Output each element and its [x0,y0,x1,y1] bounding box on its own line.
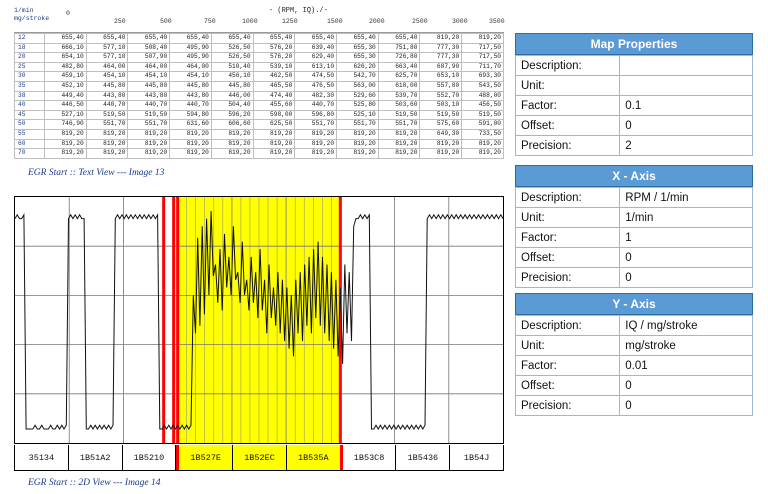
caption-text-view: EGR Start :: Text View --- Image 13 [28,168,165,178]
property-value[interactable]: 0 [620,268,753,288]
property-row [516,356,753,376]
table-cell[interactable]: 454,10 [170,72,212,82]
property-value[interactable]: 1/min [620,208,753,228]
table-cell[interactable]: 819,20 [45,149,87,159]
table-cell[interactable]: 819,20 [295,129,337,139]
table-cell[interactable]: 495,90 [170,43,212,53]
panel-x-title: X - Axis [515,165,753,187]
table-row-header: 38 [15,91,45,101]
table-cell[interactable]: 819,20 [211,149,253,159]
table-row-header: 60 [15,139,45,149]
panel-y-axis [515,293,753,416]
table-cell[interactable]: 557,80 [420,81,462,91]
table-x-tick: 3500 [489,18,505,25]
table-row [15,129,504,139]
table-cell[interactable]: 519,50 [420,110,462,120]
table-cell[interactable]: 655,40 [86,34,128,44]
table-cell[interactable]: 464,00 [128,62,170,72]
panel-map-title: Map Properties [515,33,753,55]
table-cell[interactable]: 519,50 [128,110,170,120]
property-row [516,316,753,336]
property-key: Unit: [516,76,620,96]
property-key: Precision: [516,396,620,416]
table-cell[interactable]: 819,20 [337,149,379,159]
table-row-header: 25 [15,62,45,72]
table-cell[interactable]: 819,20 [253,139,295,149]
table-cell[interactable]: 552,70 [420,91,462,101]
table-cell[interactable]: 819,20 [420,139,462,149]
chart-x-label[interactable]: 35134 [15,445,69,470]
table-cell[interactable]: 577,10 [86,53,128,63]
property-value[interactable]: 0 [620,376,753,396]
table-row-header: 40 [15,101,45,111]
table-cell[interactable]: 819,20 [295,149,337,159]
table-cell[interactable]: 693,30 [462,72,504,82]
table-row [15,139,504,149]
property-row [516,228,753,248]
table-cell[interactable]: 464,00 [86,62,128,72]
property-key: Offset: [516,376,620,396]
table-cell[interactable]: 655,40 [253,34,295,44]
property-value[interactable]: IQ / mg/stroke [620,316,753,336]
table-cell[interactable]: 819,20 [211,129,253,139]
corner-label-x: 1/min [14,7,34,14]
table-cell[interactable]: 459,10 [45,72,87,82]
table-cell[interactable]: 596,20 [211,110,253,120]
table-cell[interactable]: 465,50 [253,81,295,91]
property-row [516,268,753,288]
chart-svg [15,197,503,443]
table-row-header: 55 [15,129,45,139]
table-cell[interactable]: 508,40 [128,43,170,53]
table-cell[interactable]: 819,20 [45,129,87,139]
chart-x-label[interactable]: 1B51A2 [69,445,123,470]
table-cell[interactable]: 503,60 [378,101,420,111]
table-row-header: 30 [15,72,45,82]
table-row [15,62,504,72]
table-cell[interactable]: 649,30 [420,129,462,139]
table-cell[interactable]: 455,60 [253,101,295,111]
table-cell[interactable]: 527,10 [45,110,87,120]
table-row [15,120,504,130]
property-row [516,396,753,416]
table-row [15,72,504,82]
table-cell[interactable]: 613,10 [295,62,337,72]
table-cell[interactable]: 445,80 [128,81,170,91]
map-value-table[interactable] [14,33,504,159]
table-cell[interactable]: 819,20 [378,139,420,149]
table-grid [14,32,504,156]
table-cell[interactable]: 618,00 [378,81,420,91]
property-row [516,116,753,136]
table-cell[interactable]: 526,50 [211,43,253,53]
table-cell[interactable]: 488,00 [462,91,504,101]
table-axis-title: - (RPM, IQ)./- [269,7,328,15]
table-cell[interactable]: 519,50 [462,110,504,120]
table-row-header: 12 [15,34,45,44]
property-row [516,76,753,96]
chart-x-label[interactable]: 1B5210 [123,445,177,470]
table-x-ticks [14,10,504,32]
panel-x-axis [515,165,753,288]
table-cell[interactable]: 519,50 [86,110,128,120]
property-key: Offset: [516,248,620,268]
table-row-header: 70 [15,149,45,159]
property-value[interactable]: 0.01 [620,356,753,376]
table-cell[interactable]: 443,80 [170,91,212,101]
table-cell[interactable]: 819,20 [86,129,128,139]
panel-y-table[interactable] [515,315,753,416]
table-cell[interactable]: 551,70 [337,120,379,130]
table-cell[interactable]: 631,60 [170,120,212,130]
property-key: Description: [516,56,620,76]
table-cell[interactable]: 819,20 [128,149,170,159]
property-key: Precision: [516,268,620,288]
table-cell[interactable]: 819,20 [295,139,337,149]
table-cell[interactable]: 446,00 [211,91,253,101]
table-cell[interactable]: 525,80 [337,101,379,111]
table-cell[interactable]: 575,60 [420,120,462,130]
table-x-tick: 500 [160,18,172,25]
table-cell[interactable]: 746,90 [45,120,87,130]
table-cell[interactable]: 519,50 [378,110,420,120]
table-cell[interactable]: 551,70 [378,120,420,130]
panel-map-table[interactable] [515,55,753,156]
table-cell[interactable]: 454,10 [86,72,128,82]
table-cell[interactable]: 551,70 [86,120,128,130]
table-x-tick: 0 [66,10,70,17]
property-key: Factor: [516,356,620,376]
panel-y-title: Y - Axis [515,293,753,315]
table-cell[interactable]: 663,40 [378,62,420,72]
table-row [15,149,504,159]
table-cell[interactable]: 819,20 [420,149,462,159]
table-cell[interactable]: 654,10 [45,53,87,63]
table-x-tick: 1250 [282,18,298,25]
table-cell[interactable]: 606,60 [211,120,253,130]
table-cell[interactable]: 474,40 [253,91,295,101]
table-cell[interactable]: 687,90 [420,62,462,72]
property-value[interactable]: 0 [620,248,753,268]
table-cell[interactable]: 576,20 [253,43,295,53]
table-cell[interactable]: 819,20 [462,139,504,149]
chart-x-label[interactable]: 1B53C8 [343,445,397,470]
table-cell[interactable]: 526,50 [211,53,253,63]
table-cell[interactable]: 449,40 [45,91,87,101]
table-cell[interactable]: 711,70 [462,62,504,72]
table-cell[interactable]: 819,20 [128,129,170,139]
property-row [516,336,753,356]
property-key: Precision: [516,136,620,156]
property-value[interactable]: RPM / 1/min [620,188,753,208]
table-cell[interactable]: 819,20 [253,149,295,159]
property-value[interactable]: 0 [620,396,753,416]
chart-x-label[interactable]: 1B527E [176,445,233,470]
table-cell[interactable]: 495,90 [170,53,212,63]
table-cell[interactable]: 576,20 [253,53,295,63]
table-cell[interactable]: 819,20 [170,129,212,139]
table-cell[interactable]: 476,50 [295,81,337,91]
table-cell[interactable]: 445,80 [211,81,253,91]
property-value[interactable]: mg/stroke [620,336,753,356]
panel-x-table[interactable] [515,187,753,288]
table-cell[interactable]: 542,70 [337,72,379,82]
table-cell[interactable]: 456,10 [211,72,253,82]
property-key: Unit: [516,208,620,228]
table-row-header: 20 [15,53,45,63]
property-value[interactable]: 2 [620,136,753,156]
table-cell[interactable]: 474,50 [295,72,337,82]
table-cell[interactable]: 819,20 [170,149,212,159]
table-cell[interactable]: 440,70 [86,101,128,111]
table-cell[interactable]: 751,80 [378,43,420,53]
table-cell[interactable]: 443,80 [86,91,128,101]
chart-plot-area[interactable] [14,196,504,444]
table-row-header: 50 [15,120,45,130]
chart-x-label[interactable]: 1B535A [287,445,343,470]
table-x-tick: 2000 [369,18,385,25]
map-2d-view [14,196,504,474]
table-cell[interactable]: 777,30 [420,43,462,53]
table-cell[interactable]: 462,50 [253,72,295,82]
property-row [516,56,753,76]
table-cell[interactable]: 551,70 [295,120,337,130]
property-row [516,188,753,208]
table-cell[interactable]: 639,40 [295,43,337,53]
table-cell[interactable]: 819,20 [378,149,420,159]
table-cell[interactable]: 482,30 [295,91,337,101]
table-row [15,110,504,120]
table-cell[interactable]: 594,80 [170,110,212,120]
table-row-header: 18 [15,43,45,53]
table-cell[interactable]: 625,70 [378,72,420,82]
table-cell[interactable]: 440,70 [170,101,212,111]
table-cell[interactable]: 819,20 [253,129,295,139]
table-x-tick: 750 [204,18,216,25]
table-cell[interactable]: 577,10 [86,43,128,53]
table-cell[interactable]: 445,80 [86,81,128,91]
table-cell[interactable]: 591,00 [462,120,504,130]
table-cell[interactable]: 819,20 [170,139,212,149]
table-row [15,53,504,63]
table-x-tick: 1000 [242,18,258,25]
table-cell[interactable]: 598,00 [253,110,295,120]
table-cell[interactable]: 454,10 [128,72,170,82]
table-cell[interactable]: 717,50 [462,53,504,63]
table-cell[interactable]: 539,10 [253,62,295,72]
property-value[interactable]: 0.1 [620,96,753,116]
table-cell[interactable]: 666,10 [45,43,87,53]
table-x-tick: 250 [114,18,126,25]
table-cell[interactable]: 819,20 [211,139,253,149]
table-cell[interactable]: 443,80 [128,91,170,101]
table-cell[interactable]: 503,10 [420,101,462,111]
table-cell[interactable]: 510,40 [211,62,253,72]
table-cell[interactable]: 777,30 [420,53,462,63]
table-cell[interactable]: 456,50 [462,101,504,111]
table-cell[interactable]: 563,00 [337,81,379,91]
table-cell[interactable]: 539,70 [378,91,420,101]
table-cell[interactable]: 626,20 [337,62,379,72]
table-row [15,81,504,91]
table-cell[interactable]: 819,20 [462,149,504,159]
property-value[interactable] [620,56,753,76]
chart-x-label[interactable]: 1B5436 [396,445,450,470]
table-cell[interactable]: 596,80 [295,110,337,120]
table-cell[interactable]: 655,40 [295,34,337,44]
table-cell[interactable]: 819,20 [462,34,504,44]
property-key: Description: [516,188,620,208]
table-row [15,34,504,44]
table-cell[interactable]: 655,40 [45,34,87,44]
panel-map-properties [515,33,753,156]
table-x-tick: 1500 [327,18,343,25]
table-cell[interactable]: 525,10 [337,110,379,120]
table-cell[interactable]: 452,10 [45,81,87,91]
table-cell[interactable]: 529,60 [337,91,379,101]
property-key: Factor: [516,96,620,116]
table-cell[interactable]: 440,70 [295,101,337,111]
table-cell[interactable]: 655,40 [378,34,420,44]
table-cell[interactable]: 819,20 [337,129,379,139]
property-value[interactable]: 0 [620,116,753,136]
table-row [15,91,504,101]
table-cell[interactable]: 655,40 [337,34,379,44]
chart-x-axis-labels [14,445,504,471]
table-cell[interactable]: 819,20 [378,129,420,139]
table-cell[interactable]: 819,20 [420,34,462,44]
table-cell[interactable]: 543,50 [462,81,504,91]
table-x-tick: 2500 [412,18,428,25]
property-key: Factor: [516,228,620,248]
table-cell[interactable]: 717,50 [462,43,504,53]
table-cell[interactable]: 726,80 [378,53,420,63]
corner-label-y: mg/stroke [14,15,50,22]
table-x-tick: 3000 [452,18,468,25]
table-cell[interactable]: 819,20 [128,139,170,149]
table-cell[interactable]: 655,40 [128,34,170,44]
table-cell[interactable]: 629,40 [295,53,337,63]
table-cell[interactable]: 504,40 [211,101,253,111]
table-cell[interactable]: 445,80 [170,81,212,91]
chart-x-label[interactable]: 1B54J [463,452,490,463]
table-cell[interactable]: 440,70 [128,101,170,111]
table-cell[interactable]: 819,20 [337,139,379,149]
table-cell[interactable]: 655,40 [211,34,253,44]
property-row [516,208,753,228]
table-cell[interactable]: 733,50 [462,129,504,139]
table-cell[interactable]: 655,30 [337,43,379,53]
table-cell[interactable]: 482,80 [45,62,87,72]
map-text-view [14,6,504,158]
property-row [516,248,753,268]
table-cell[interactable]: 551,70 [128,120,170,130]
property-key: Unit: [516,336,620,356]
property-value[interactable]: 1 [620,228,753,248]
property-key: Description: [516,316,620,336]
table-cell[interactable]: 446,50 [45,101,87,111]
table-row [15,101,504,111]
table-cell[interactable]: 507,90 [128,53,170,63]
chart-x-label[interactable]: 1B52EC [233,445,287,470]
table-cell[interactable]: 625,50 [253,120,295,130]
table-cell[interactable]: 464,00 [170,62,212,72]
property-row [516,96,753,116]
table-cell[interactable]: 653,10 [420,72,462,82]
property-key: Offset: [516,116,620,136]
property-row [516,136,753,156]
table-cell[interactable]: 819,20 [86,139,128,149]
table-cell[interactable]: 655,30 [337,53,379,63]
caption-2d-view: EGR Start :: 2D View --- Image 14 [28,478,161,488]
table-cell[interactable]: 819,20 [45,139,87,149]
table-row [15,43,504,53]
property-row [516,376,753,396]
property-value[interactable] [620,76,753,96]
table-row-header: 35 [15,81,45,91]
table-cell[interactable]: 655,40 [170,34,212,44]
table-row-header: 45 [15,110,45,120]
table-axis-header [14,6,504,32]
table-cell[interactable]: 819,20 [86,149,128,159]
